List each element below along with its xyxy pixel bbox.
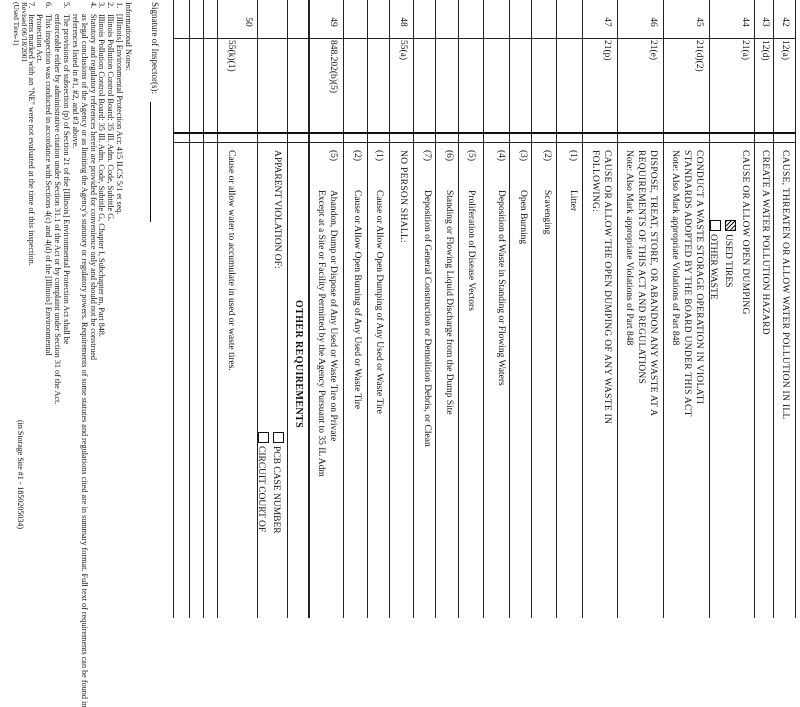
pcb-case-checkbox[interactable] [273, 432, 284, 443]
row-47-citation: 21(p) [602, 40, 612, 61]
row-46-note: Note: Also Mark appropriate Violations of Part 848 [624, 150, 634, 346]
sub-item-2-text: Scavenging [542, 190, 552, 235]
sub-item-3-text: Open Burning [518, 190, 528, 245]
form-id: (Used Tires-1) [11, 2, 21, 46]
row-47-line-1: CAUSE OR ALLOW THE OPEN DUMPING OF ANY WASTE IN [602, 150, 612, 425]
note-4-cont-1 [79, 2, 89, 707]
row-50-citation: 55(k)(1) [226, 40, 236, 72]
sub-item-5-text: Proliferation of Disease Vectors [466, 190, 476, 311]
row-47-line-2: FOLLOWING: [590, 150, 600, 213]
row-44-citation: 21(a) [740, 40, 750, 61]
row-49-line-1: Abandon, Dump or Dispose of Any Used or Waste Tire on Private [328, 190, 338, 442]
open-dumping-options [708, 220, 736, 300]
note-number: 1. [115, 2, 125, 9]
sub-item-4-number: (4) [496, 150, 506, 162]
sub-item-2-number: (2) [542, 150, 552, 162]
row-48-citation: 55(a) [398, 40, 408, 61]
row-43-number: 43 [760, 17, 770, 27]
row-50-description: Cause or allow water to accumulate in used or waste tires. [226, 150, 236, 371]
other-requirements-heading: OTHER REQUIREMENTS [293, 300, 304, 429]
note-text: [Illinois] Environmental Protection Act: 415 ILCS 5/1 et seq. [115, 14, 125, 215]
row-divider [483, 0, 484, 618]
note-number: 5. [61, 2, 71, 9]
note-text: Items marked with an "NE" were not evaluated at the time of this inspection. [26, 14, 36, 266]
informational-notes [26, 2, 133, 707]
row-divider [531, 0, 532, 618]
note-text: This inspection was conducted in accordance with Sections 4(c) and 4(d) of the [Illinois] Environmental [44, 14, 54, 356]
row-45-line-1: CONDUCT A WASTE STORAGE OPERATION IN VIOLATI [694, 150, 704, 405]
case-type-options [256, 432, 284, 534]
row-divider [754, 0, 755, 618]
column-rule [174, 142, 796, 143]
note-number: 2. [106, 2, 116, 9]
row-46-number: 46 [648, 17, 658, 27]
signature-line[interactable] [150, 102, 151, 222]
row-45-line-2: STANDARDS ADOPTED BY THE BOARD UNDER THIS ACT [682, 150, 692, 417]
note-3 [97, 2, 106, 618]
row-divider [617, 0, 618, 618]
apparent-violation-label: APPARENT VIOLATION OF: [272, 150, 282, 269]
row-divider [663, 0, 664, 618]
row-divider [709, 0, 710, 618]
row-43-citation: 12(d) [760, 40, 770, 61]
note-4-cont-2 [70, 2, 79, 618]
row-divider [389, 0, 390, 618]
footer-left [12, 2, 29, 62]
sub-item-1-number: (1) [568, 150, 578, 162]
note-number: 6. [44, 2, 54, 9]
note-1 [114, 2, 123, 618]
sub-item-6-text: Standing or Flowing Liquid Discharge from the Dump Site [444, 190, 454, 415]
other-waste-label: OTHER WASTE [708, 234, 719, 300]
note-text: as legal conclusions of the Agency or as limiting the Agency's statutory or regulatory powers. Requirements of some statutes and regulations cited are in summary format. Full text of requirements can be found in [79, 14, 89, 707]
row-49-number: 49 [328, 17, 338, 27]
row-42-description: CAUSE, THREATEN OR ALLOW WATER POLLUTION IN ILL [780, 150, 790, 420]
note-number: 3. [97, 2, 107, 9]
note-number: 7. [26, 2, 36, 9]
row-divider [257, 0, 258, 618]
row-divider [367, 0, 368, 618]
sub-item-1-text: Litter [568, 190, 578, 212]
column-rule [174, 132, 796, 134]
note-text: The provisions of subsection (p) of Section 21 of the [Illinois] Environmental Protection Act shall be [61, 14, 71, 345]
signature-label [150, 2, 160, 222]
row-50-number: 50 [243, 17, 253, 27]
section-divider [308, 0, 310, 618]
sub-item-48-1-number: (1) [374, 150, 384, 162]
notes-title-text: Informational Notes [124, 2, 133, 69]
sub-item-5-number: (5) [466, 150, 476, 162]
row-49-citation: 848.202(b)(5) [328, 40, 338, 94]
row-divider [773, 0, 774, 618]
note-6 [43, 2, 52, 618]
row-44-description: CAUSE OR ALLOW OPEN DUMPING [740, 150, 750, 315]
sub-item-4-text: Deposition of Waste in Standing or Flowing Waters [496, 190, 506, 386]
row-43-description: CREATE A WATER POLLUTION HAZARD [760, 150, 770, 335]
row-divider [343, 0, 344, 618]
sub-item-6-number: (6) [444, 150, 454, 162]
column-rule [174, 38, 796, 39]
note-4 [88, 2, 97, 618]
note-5-cont [52, 2, 61, 618]
sub-item-7-text: Deposition of General Construction or Demolition Debris, or Clean [422, 190, 432, 447]
row-divider [435, 0, 436, 618]
note-6-cont [35, 2, 44, 618]
pcb-case-label: PCB CASE NUMBER [271, 446, 281, 534]
top-rule [795, 0, 796, 618]
circuit-court-label: CIRCUIT COURT OF [256, 446, 267, 533]
note-text: Illinois Pollution Control Board: 35 Ill. Adm. Code, Subtitle G, Chapter I, Subchapter m, Part 848. [97, 14, 107, 337]
note-text: references listed in #1, #2, and #3 above. [70, 14, 80, 149]
row-44-number: 44 [740, 17, 750, 27]
row-divider [217, 0, 218, 618]
row-46-line-1: DISPOSE, TREAT, STORE, OR ABANDON ANY WASTE AT A [648, 150, 658, 417]
row-divider [509, 0, 510, 618]
row-46-line-2: REQUIREMENTS OF THIS ACT AND REGULATIONS [636, 150, 646, 385]
note-5 [61, 2, 70, 618]
note-text: Illinois Pollution Control Board: 35 Ill. Adm. Code, Subtitle G. [106, 14, 116, 222]
row-46-citation: 21(e) [648, 40, 658, 61]
signature-label-text: Signature of Inspector(s): [150, 2, 160, 94]
note-text: enforceable either by administrative citation under Section 31.1 of the Act or by complaint under Section 31 of the Act. [53, 14, 63, 405]
row-divider [582, 0, 583, 618]
footer-right: (in Storage Site #1 - 1850205034) [16, 420, 25, 530]
circuit-court-checkbox[interactable] [258, 432, 269, 443]
row-divider [556, 0, 557, 618]
pcb-case-option[interactable] [270, 432, 284, 534]
sub-item-48-1-text: Cause or Allow Open Dumping of Any Used or Waste Tire [374, 190, 384, 414]
row-48-number: 48 [398, 17, 408, 27]
note-text: Statutory and regulatory references herein are provided for convenience only and should not be construed [88, 14, 98, 361]
row-45-note: Note: Also Mark appropriate Violations of Part 848 [670, 150, 680, 346]
note-2 [105, 2, 114, 618]
row-divider [189, 0, 190, 618]
row-divider [413, 0, 414, 618]
note-text: Protection Act. [35, 14, 45, 64]
bottom-rule [173, 0, 174, 618]
used-tires-option[interactable] [722, 220, 736, 300]
sub-item-7-number: (7) [422, 150, 432, 162]
row-45-number: 45 [694, 17, 704, 27]
row-49-sub-number: (5) [328, 150, 338, 162]
row-49-line-2: Except at a Site or Facility Permitted by the Agency Pursuant to 35 IL Adm [316, 190, 326, 477]
row-divider [203, 0, 204, 618]
used-tires-checkbox[interactable] [725, 220, 736, 231]
row-47-number: 47 [602, 17, 612, 27]
row-divider [287, 0, 288, 618]
row-42-citation: 12(a) [780, 40, 790, 61]
note-7 [26, 2, 35, 618]
used-tires-label: USED TIRES [723, 234, 733, 288]
sub-item-3-number: (3) [518, 150, 528, 162]
note-number: 4. [88, 2, 98, 9]
sub-item-48-2-number: (2) [352, 150, 362, 162]
revision-date: Revised 06/18/2001 [20, 2, 29, 63]
sub-item-48-2-text: Cause or Allow Open Burning of Any Used or Waste Tire [352, 190, 362, 410]
row-48-description: NO PERSON SHALL: [398, 150, 408, 243]
row-divider [458, 0, 459, 618]
row-45-citation: 21(d)(2) [694, 40, 704, 72]
row-42-number: 42 [780, 17, 790, 27]
notes-title: Informational Notes: [124, 2, 133, 71]
other-waste-checkbox[interactable] [710, 220, 721, 231]
